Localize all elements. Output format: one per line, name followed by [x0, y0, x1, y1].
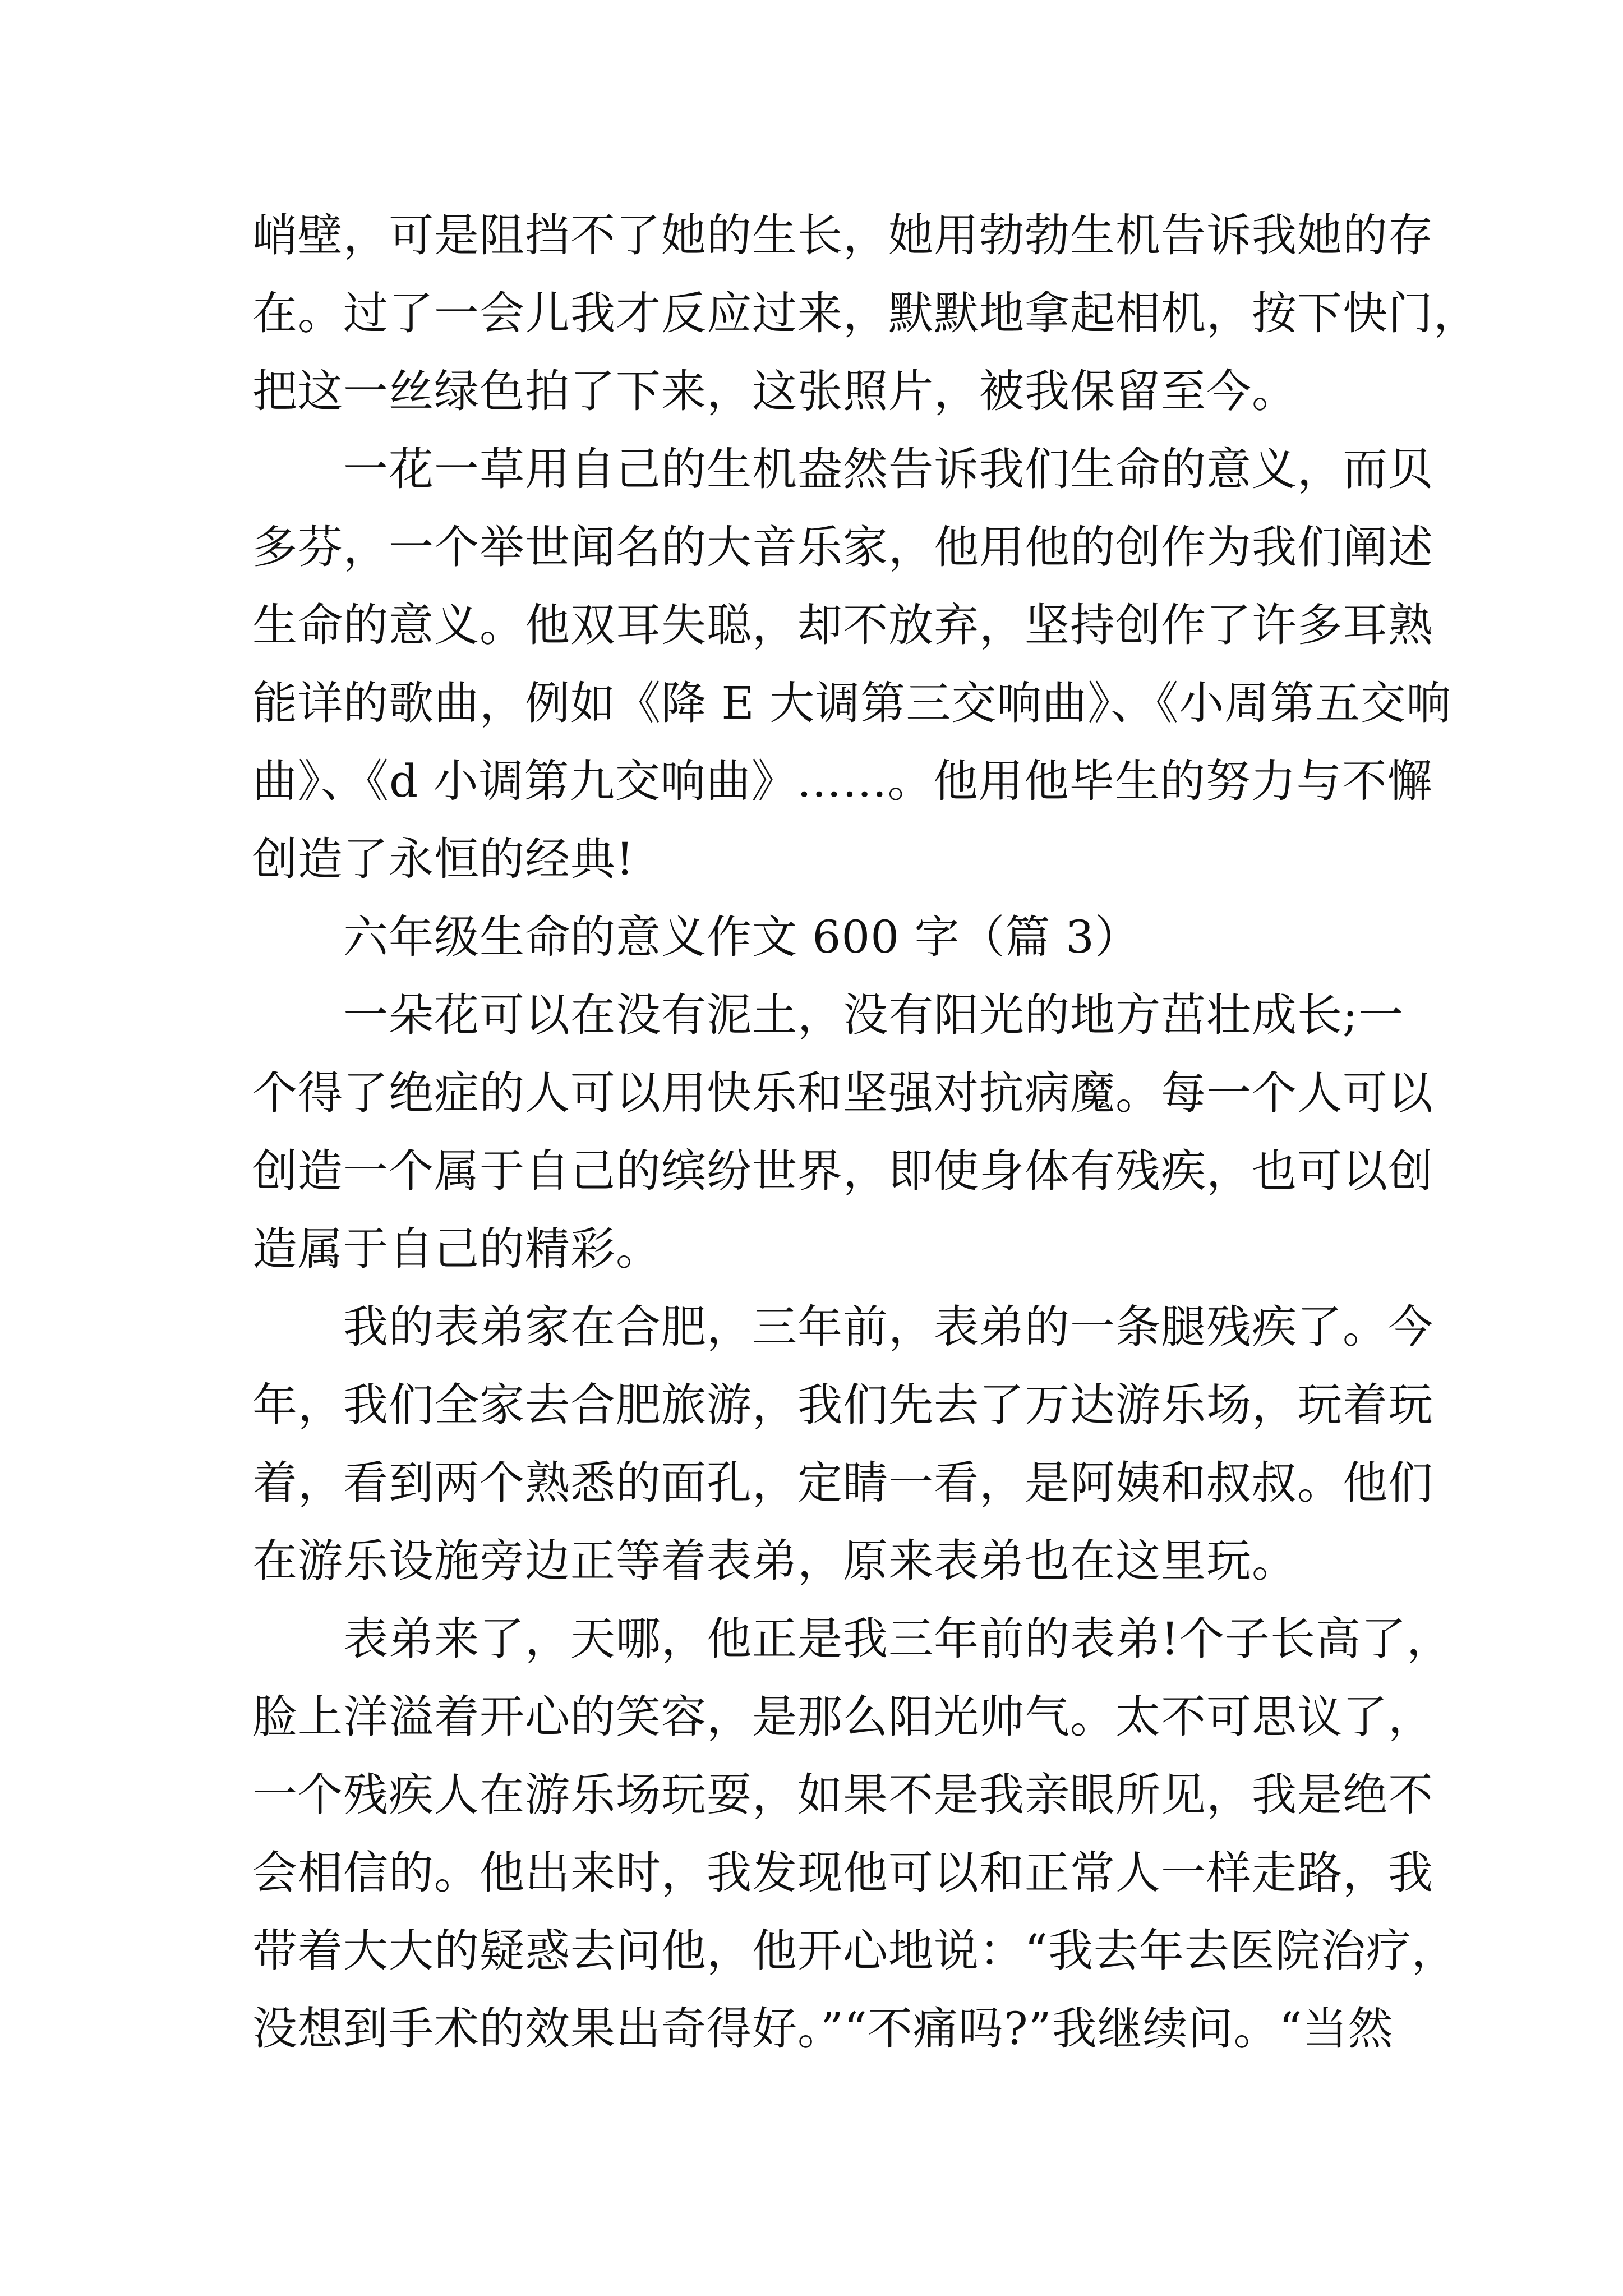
text-line: 一个残疾人在游乐场玩耍，如果不是我亲眼所见，我是绝不 — [252, 1769, 1433, 1821]
text-line: 没想到手术的效果出奇得好。”“不痛吗?”我继续问。“当然 — [252, 2003, 1394, 2055]
text-line: 年，我们全家去合肥旅游，我们先去了万达游乐场，玩着玩 — [252, 1379, 1433, 1431]
text-line: 能详的歌曲，例如《降 E 大调第三交响曲》、《小周第五交响 — [252, 677, 1452, 729]
text-line: 个得了绝症的人可以用快乐和坚强对抗病魔。每一个人可以 — [252, 1067, 1433, 1119]
text-line: 把这一丝绿色拍了下来，这张照片，被我保留至今。 — [252, 365, 1297, 417]
text-line: 一朵花可以在没有泥土，没有阳光的地方茁壮成长;一 — [252, 989, 1404, 1041]
text-line: 表弟来了，天哪，他正是我三年前的表弟!个子长高了， — [252, 1613, 1453, 1665]
text-line: 在。过了一会儿我才反应过来，默默地拿起相机，按下快门， — [252, 287, 1479, 339]
text-line: 生命的意义。他双耳失聪，却不放弃，坚持创作了许多耳熟 — [252, 599, 1433, 651]
text-line: 造属于自己的精彩。 — [252, 1223, 661, 1275]
text-line: 着，看到两个熟悉的面孔，定睛一看，是阿姨和叔叔。他们 — [252, 1457, 1433, 1509]
section-heading: 六年级生命的意义作文 600 字（篇 3） — [252, 911, 1140, 963]
text-line: 在游乐设施旁边正等着表弟，原来表弟也在这里玩。 — [252, 1535, 1297, 1587]
text-line: 带着大大的疑惑去问他，他开心地说：“我去年去医院治疗， — [252, 1925, 1457, 1977]
text-line: 多芬，一个举世闻名的大音乐家，他用他的创作为我们阐述 — [252, 521, 1433, 573]
text-line: 峭壁，可是阻挡不了她的生长，她用勃勃生机告诉我她的存 — [252, 209, 1433, 261]
text-line: 一花一草用自己的生机盎然告诉我们生命的意义，而贝 — [252, 443, 1433, 495]
text-line: 会相信的。他出来时，我发现他可以和正常人一样走路，我 — [252, 1847, 1433, 1899]
text-line: 创造了永恒的经典! — [252, 833, 635, 885]
text-line: 曲》、《d 小调第九交响曲》……。他用他毕生的努力与不懈 — [252, 755, 1433, 807]
text-line: 我的表弟家在合肥，三年前，表弟的一条腿残疾了。今 — [252, 1301, 1433, 1353]
text-line: 脸上洋溢着开心的笑容，是那么阳光帅气。太不可思议了， — [252, 1691, 1433, 1743]
text-line: 创造一个属于自己的缤纷世界，即使身体有残疾，也可以创 — [252, 1145, 1433, 1197]
